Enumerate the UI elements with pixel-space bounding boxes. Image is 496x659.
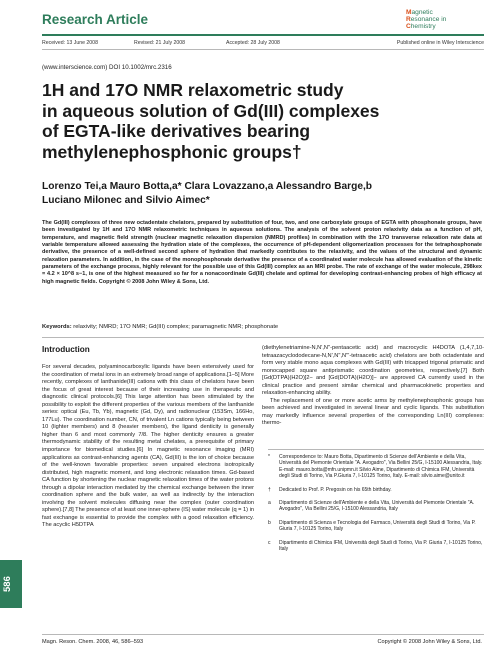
introduction-right-p1: (diethylenetriamine-N,N',N''-pentaacetic acid) and macrocyclic H4DOTA (1,4,7,10-tetraazacyclododecane-N,N',N'',N'''-tetraacetic acid) chelators are both octadentate and form very stable mono aqua complexes with Gd(III) with tricapped trigonal prismatic and monocapped square antiprismatic coordination geometries, respectively.[7] Both [Gd(DTPA)(H2O)]2− and [Gd(DOTA)(H2O)]− are approved CA currently used in the clinical practice and present similar chemical and pharmacokinetic properties and relaxation-enhancing ability. — [262, 345, 484, 397]
abstract: The Gd(III) complexes of three new octadentate chelators, prepared by substitution of four, two, and one carboxylate groups of EGTA with phosphonate groups, have been investigated by 1H and 17O NMR relaxometric techniques in aqueous solutions. The analysis of the solvent proton relaxivity data as a function of pH, temperature, and magnetic field strength (nuclear magnetic relaxation dispersion (NMRD) profiles) in combination with the 17O transverse relaxation rate data at variable temperature allowed assessing the hydration state of the complexes, the occurrence of pH-dependent oligomerization processes for the tetraphosphonate derivative, the presence of a well-defined second sphere of hydration that markedly contributes to the relaxivity, and the values of the structural and dynamic relaxation parameters. In addition, in the case of the monophosphonate derivative the presence of a coordinated water molecule has allowed evaluation of the kinetic parameters of the exchange process, highly relevant for the possible use of this Gd(III) complex as an MRI probe. The rate of exchange of the water molecule, 298kex = 4.2 × 10^8 s−1, is one of the highest measured so far for a nonacoordinate Gd(III) chelate and optimal for developing contrast-enhancing probes of high efficacy at high magnetic fields. Copyright © 2008 John Wiley & Sons, Ltd. — [42, 220, 482, 285]
page-number: 586 — [2, 576, 13, 592]
journal-logo-line-2: Resonance in — [406, 16, 447, 24]
title-line-3: of EGTA-like derivatives bearing — [42, 121, 311, 141]
authors-line-1: Lorenzo Tei,a Mauro Botta,a* Clara Lovazzano,a Alessandro Barge,b — [42, 181, 373, 192]
right-column — [262, 345, 484, 428]
introduction-right-text — [262, 345, 484, 428]
footnotes — [268, 454, 484, 559]
introduction-left-text: For several decades, polyaminocarboxylic ligands have been extensively used for the coordination of metal ions in an extremely broad range of applications.[1–5] More recently, complexes of lanthanide(III) cations with this class of chelators have been the focus of great interest because of their increasing use in therapeutic and diagnostic clinical protocols.[6] This large attention has been stimulated by the possibility to exploit the different properties of the various members of the lanthanide series: optical (Eu, Tb, Yb), magnetic (Gd, Dy), and radionuclear (153Sm, 166Ho, 177Lu). The coordination number, CN, of trivalent Ln cations typically being between 10 (lighter members) and 8 (heavier members), the ligand denticity is generally higher than 6 and most commonly 7/8. The higher denticity ensures a greater thermodynamic stability of the resulting metal chelates, a prerequisite of primary importance for biomedical studies.[6] In magnetic resonance imaging (MRI) applications as contrast-enhancing agents (CA), Gd(III) is the ion of choice because of the well-known favorable properties: seven unpaired electrons isotropically distributed, high magnetic moment, and long electronic relaxation times. Gd-based CA function by shortening the nuclear magnetic relaxation times of the water protons through a dipolar interaction mediated by the chemical exchange between the inner coordination sphere and the bulk water, as well as indirectly by the interaction involving the solvent molecules diffusing near the complex (outer coordination sphere).[7,8] The presence of at least one inner-sphere (IS) water molecule (q = 1) in fast exchange is essential to provide the complex with a good relaxation efficiency. The acyclic H5DTPA — [42, 364, 255, 529]
header-rule — [42, 34, 484, 36]
left-column — [42, 345, 254, 530]
article-title — [42, 80, 462, 162]
accepted-date: Accepted: 28 July 2008 — [226, 40, 280, 46]
keywords — [42, 324, 482, 330]
introduction-heading: Introduction — [42, 345, 90, 354]
footnote-correspondence-text: Correspondence to: Mauro Botta, Dipartimento di Scienze dell'Ambiente e della Vita, Università del Piemonte Orientale "A. Avogadro", Via Bellini 25/G, I-15100 Alessandria, Italy. E-mail: mauro.botta@mfn.unipmn.it Silvio Aime, Dipartimento di Chimica IFM, Università degli Studi di Torino, Via P.Giuria 7, I-10125 Torino, Italy. E-mail: silvio.aime@unito.it — [279, 454, 483, 480]
footnote-affil-c: c Dipartimento di Chimica IFM, Università degli Studi di Torino, Via P. Giuria 7, I-10125 Torino, Italy — [268, 539, 483, 553]
dates-rule — [42, 49, 484, 50]
keywords-label: Keywords: — [42, 324, 72, 330]
footnote-dedication: † Dedicated to Prof. P. Pregosin on his 65th birthday. — [268, 486, 392, 493]
footnote-affil-b-text: Dipartimento di Scienza e Tecnologia del Farmaco, Università degli Studi di Torino, Via P. Giuria 7, I-10125 Torino, Italy — [279, 519, 476, 533]
keywords-rule — [42, 337, 484, 338]
authors-line-2: Luciano Milonec and Silvio Aimec* — [42, 195, 210, 206]
doi-line[interactable]: (www.interscience.com) DOI 10.1002/mrc.2316 — [42, 64, 172, 71]
journal-logo-line-3: Chemistry — [406, 23, 436, 31]
footnote-dedication-text: Dedicated to Prof. P. Pregosin on his 65th birthday. — [279, 486, 392, 493]
keywords-text: relaxivity; NMRD; 17O NMR; Gd(III) complex; paramagnetic NMR; phosphonate — [73, 324, 279, 330]
introduction-right-p2: The replacement of one or more acetic arms by methylenephosphonic groups has been achieved and investigated in several linear and cyclic ligands. This substitution may markedly influence several properties of the corresponding Ln(III) complexes: thermo- — [262, 397, 484, 427]
title-line-2: in aqueous solution of Gd(III) complexes — [42, 100, 380, 121]
journal-logo-line-1: Magnetic — [406, 9, 433, 16]
footnote-affil-a-text: Dipartimento di Scienze dell'Ambiente e della Vita, Università del Piemonte Orientale "A. Avogadro", Via Bellini 25/G, I-15100 Alessandria, Italy — [279, 500, 475, 513]
footnote-rule — [268, 449, 484, 450]
footnote-affil-b: b Dipartimento di Scienza e Tecnologia del Farmaco, Università degli Studi di Torino, Via P. Giuria 7, I-10125 Torino, Italy — [268, 519, 476, 533]
title-line-1: 1H and 17O NMR relaxometric study — [42, 80, 344, 100]
published-note: Published online in Wiley Interscience — [396, 40, 484, 46]
section-label: Research Article — [42, 12, 149, 27]
footnote-affil-c-text: Dipartimento di Chimica IFM, Università degli Studi di Torino, Via P. Giuria 7, I-10125 Torino, Italy — [279, 539, 483, 553]
journal-logo — [406, 9, 446, 31]
footer-citation: Magn. Reson. Chem. 2008, 46, 586–593 — [42, 639, 144, 645]
title-line-4: methylenephosphonic groups† — [42, 141, 302, 162]
footer-copyright: Copyright © 2008 John Wiley & Sons, Ltd. — [377, 639, 482, 645]
footnote-affil-a: a Dipartimento di Scienze dell'Ambiente e della Vita, Università del Piemonte Orientale "A. Avogadro", Via Bellini 25/G, I-15100 Alessandria, Italy — [268, 500, 475, 513]
received-date: Received: 13 June 2008 — [42, 40, 98, 46]
revised-date: Revised: 21 July 2008 — [134, 40, 186, 46]
author-list — [42, 180, 472, 208]
footer-rule — [42, 634, 484, 635]
footnote-correspondence: * Correspondence to: Mauro Botta, Dipartimento di Scienze dell'Ambiente e della Vita, Università del Piemonte Orientale "A. Avogadro", Via Bellini 25/G, I-15100 Alessandria, Italy. E-mail: mauro.botta@mfn.unipmn.it Silvio Aime, Dipartimento di Chimica IFM, Università degli Studi di Torino, Via P.Giuria 7, I-10125 Torino, Italy. E-mail: silvio.aime@unito.it — [268, 454, 483, 480]
